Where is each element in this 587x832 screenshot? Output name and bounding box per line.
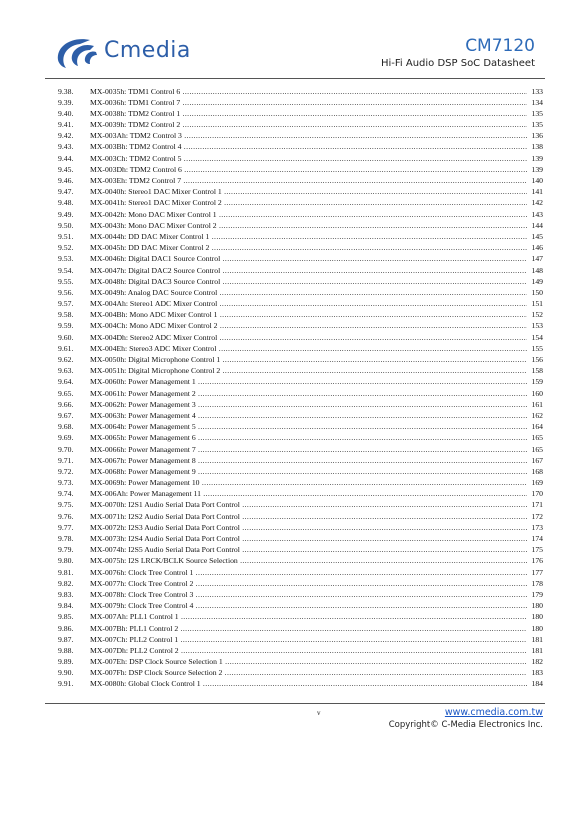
toc-entry-number: 9.41. [58, 120, 74, 130]
toc-entry-number: 9.55. [58, 276, 74, 286]
toc-entry-number: 9.87. [58, 634, 74, 644]
toc-entry-title: MX-0063h: Power Management 4 ..... [90, 410, 527, 421]
toc-entry[interactable] [58, 388, 545, 399]
toc-entry-number: 9.59. [58, 321, 74, 331]
toc-entry-page: 181 [531, 634, 543, 644]
toc-entry[interactable] [58, 432, 545, 443]
toc-entry-title: MX-0070h: I2S1 Audio Serial Data Port Control ..... [90, 499, 527, 510]
toc-entry-number: 9.62. [58, 355, 74, 364]
toc-entry[interactable] [58, 253, 545, 264]
toc-entry-page: 148 [531, 265, 543, 275]
toc-entry-title: MX-0064h: Power Management 5 ..... [90, 421, 527, 432]
toc-entry-page: 146 [531, 243, 543, 253]
header-divider [45, 78, 545, 79]
toc-entry[interactable] [58, 376, 545, 387]
toc-entry-title: MX-004Ch: Mono ADC Mixer Control 2 ..... [90, 320, 527, 331]
toc-entry-page: 172 [531, 511, 543, 521]
toc-entry[interactable] [58, 153, 545, 164]
toc-entry-number: 9.81. [58, 567, 74, 577]
toc-entry-number: 9.61. [58, 343, 74, 353]
toc-entry-number: 9.64. [58, 377, 74, 387]
toc-entry-title: MX-0068h: Power Management 9 ..... [90, 466, 527, 477]
toc-entry-number: 9.74. [58, 489, 74, 499]
toc-entry-page: 138 [531, 142, 543, 152]
toc-entry-page: 171 [531, 500, 543, 510]
toc-entry-page: 143 [531, 209, 543, 219]
toc-entry-number: 9.73. [58, 478, 74, 488]
toc-entry-page: 162 [531, 410, 543, 420]
toc-entry[interactable] [58, 197, 545, 208]
toc-entry-number: 9.75. [58, 500, 74, 510]
toc-entry[interactable] [58, 555, 545, 566]
toc-entry-title: MX-0062h: Power Management 3 ..... [90, 399, 527, 410]
toc-entry-page: 155 [531, 343, 543, 353]
toc-entry-title: MX-0046h: Digital DAC1 Source Control ..... [90, 253, 527, 264]
toc-entry-number: 9.52. [58, 243, 74, 253]
toc-entry-page: 135 [531, 108, 543, 118]
toc-entry-title: MX-0073h: I2S4 Audio Serial Data Port Control ..... [90, 533, 527, 544]
toc-entry[interactable] [58, 186, 545, 197]
toc-entry-number: 9.51. [58, 231, 74, 241]
toc-entry[interactable] [58, 365, 545, 376]
toc-entry-title: MX-0078h: Clock Tree Control 3 ..... [90, 589, 527, 600]
toc-entry[interactable] [58, 108, 545, 119]
toc-entry-title: MX-0061h: Power Management 2 ..... [90, 388, 527, 399]
toc-entry-page: 184 [531, 679, 543, 689]
toc-entry-page: 158 [531, 366, 543, 376]
toc-entry-page: 180 [531, 601, 543, 611]
toc-entry[interactable] [58, 477, 545, 488]
toc-entry-title: MX-004Dh: Stereo2 ADC Mixer Control ..... [90, 332, 527, 343]
toc-entry[interactable] [58, 466, 545, 477]
toc-entry-page: 156 [531, 355, 543, 364]
toc-entry-number: 9.76. [58, 511, 74, 521]
toc-entry-number: 9.82. [58, 578, 74, 588]
toc-entry-page: 169 [531, 478, 543, 488]
toc-entry[interactable] [58, 578, 545, 589]
toc-entry-number: 9.67. [58, 410, 74, 420]
toc-entry-page: 168 [531, 466, 543, 476]
toc-entry-title: MX-0043h: Mono DAC Mixer Control 2 ..... [90, 220, 527, 231]
toc-entry-title: MX-0080h: Global Clock Control 1 ..... [90, 678, 527, 689]
toc-entry-title: MX-0076h: Clock Tree Control 1 ..... [90, 567, 527, 578]
toc-entry-number: 9.43. [58, 142, 74, 152]
toc-entry-page: 183 [531, 668, 543, 678]
toc-entry-title: MX-0050h: Digital Microphone Control 1 ..... [90, 354, 527, 365]
document-subtitle: Hi-Fi Audio DSP SoC Datasheet [380, 58, 535, 69]
toc-entry-title: MX-0047h: Digital DAC2 Source Control ..... [90, 265, 527, 276]
toc-entry-page: 175 [531, 545, 543, 555]
toc-entry[interactable] [58, 667, 545, 678]
toc-entry[interactable] [58, 421, 545, 432]
toc-entry[interactable] [58, 678, 545, 689]
toc-entry-number: 9.63. [58, 366, 74, 376]
toc-entry-title: MX-0065h: Power Management 6 ..... [90, 432, 527, 443]
toc-entry-title: MX-003Eh: TDM2 Control 7 ..... [90, 175, 527, 186]
toc-entry-title: MX-0051h: Digital Microphone Control 2 ..... [90, 365, 527, 376]
toc-entry-page: 180 [531, 612, 543, 622]
toc-entry-page: 147 [531, 254, 543, 264]
toc-entry-title: MX-003Bh: TDM2 Control 4 ..... [90, 141, 527, 152]
toc-entry-page: 180 [531, 623, 543, 633]
toc-entry-page: 164 [531, 422, 543, 432]
toc-entry-number: 9.89. [58, 657, 74, 667]
toc-entry[interactable] [58, 309, 545, 320]
toc-entry-number: 9.44. [58, 153, 74, 163]
toc-entry-page: 167 [531, 455, 543, 465]
document-title: CM7120 [465, 36, 535, 56]
toc-entry-title: MX-0039h: TDM2 Control 2 ..... [90, 119, 527, 130]
footer-divider [45, 703, 545, 704]
toc-entry-page: 135 [531, 120, 543, 130]
toc-entry-number: 9.40. [58, 108, 74, 118]
toc-entry-page: 178 [531, 578, 543, 588]
toc-entry-page: 177 [531, 567, 543, 577]
toc-entry-page: 140 [531, 176, 543, 185]
toc-entry[interactable] [58, 130, 545, 141]
toc-entry-title: MX-0040h: Stereo1 DAC Mixer Control 1 ..... [90, 186, 527, 197]
toc-entry-title: MX-0077h: Clock Tree Control 2 ..... [90, 578, 527, 589]
toc-entry-title: MX-0048h: Digital DAC3 Source Control ..... [90, 276, 527, 287]
toc-entry[interactable] [58, 86, 545, 97]
toc-entry[interactable] [58, 231, 545, 242]
toc-entry-number: 9.65. [58, 388, 74, 398]
toc-entry-title: MX-0045h: DD DAC Mixer Control 2 ..... [90, 242, 527, 253]
toc-entry[interactable] [58, 141, 545, 152]
toc-entry[interactable] [58, 410, 545, 421]
toc-entry-title: MX-0035h: TDM1 Control 6 ..... [90, 86, 527, 97]
toc-entry[interactable] [58, 343, 545, 354]
toc-entry-page: 133 [531, 86, 543, 96]
toc-entry-title: MX-003Ch: TDM2 Control 5 ..... [90, 153, 527, 164]
toc-entry-title: MX-007Fh: DSP Clock Source Selection 2 ..... [90, 667, 527, 678]
toc-entry-number: 9.70. [58, 444, 74, 454]
toc-entry-number: 9.38. [58, 86, 74, 96]
toc-entry-title: MX-0079h: Clock Tree Control 4 ..... [90, 600, 527, 611]
toc-entry-number: 9.83. [58, 589, 74, 599]
toc-entry-number: 9.46. [58, 176, 74, 185]
toc-entry-title: MX-0036h: TDM1 Control 7 ..... [90, 97, 527, 108]
toc-entry-page: 179 [531, 589, 543, 599]
toc-entry-number: 9.39. [58, 97, 74, 107]
toc-entry-number: 9.69. [58, 433, 74, 443]
toc-entry-title: MX-007Ah: PLL1 Control 1 ..... [90, 611, 527, 622]
toc-entry-title: MX-007Bh: PLL1 Control 2 ..... [90, 623, 527, 634]
toc-entry-page: 165 [531, 433, 543, 443]
toc-entry[interactable] [58, 320, 545, 331]
toc-entry-number: 9.79. [58, 545, 74, 555]
toc-entry-number: 9.47. [58, 187, 74, 197]
toc-entry-title: MX-0038h: TDM2 Control 1 ..... [90, 108, 527, 119]
toc-entry-page: 154 [531, 332, 543, 342]
toc-entry-page: 141 [531, 187, 543, 197]
toc-entry[interactable] [58, 242, 545, 253]
toc-entry-page: 170 [531, 489, 543, 499]
toc-entry-page: 144 [531, 220, 543, 230]
toc-entry[interactable] [58, 589, 545, 600]
toc-entry-title: MX-0042h: Mono DAC Mixer Control 1 ..... [90, 209, 527, 220]
toc-entry-number: 9.42. [58, 131, 74, 141]
toc-entry[interactable] [58, 623, 545, 634]
toc-entry-page: 176 [531, 556, 543, 566]
toc-entry-number: 9.49. [58, 209, 74, 219]
toc-entry-page: 153 [531, 321, 543, 331]
toc-entry-number: 9.84. [58, 601, 74, 611]
toc-entry-title: MX-0041h: Stereo1 DAC Mixer Control 2 ..... [90, 197, 527, 208]
toc-entry-number: 9.57. [58, 299, 74, 309]
toc-entry[interactable] [58, 298, 545, 309]
toc-entry-page: 145 [531, 231, 543, 241]
toc-entry-number: 9.53. [58, 254, 74, 264]
toc-entry[interactable] [58, 276, 545, 287]
toc-entry[interactable] [58, 634, 545, 645]
toc-entry[interactable] [58, 499, 545, 510]
toc-entry-title: MX-006Ah: Power Management 11 ..... [90, 488, 527, 499]
toc-entry-number: 9.71. [58, 455, 74, 465]
toc-entry-title: MX-007Dh: PLL2 Control 2 ..... [90, 645, 527, 656]
footer-page-number: v [317, 709, 321, 717]
toc-entry-number: 9.58. [58, 310, 74, 320]
toc-entry[interactable] [58, 287, 545, 298]
toc-entry-number: 9.68. [58, 422, 74, 432]
toc-entry-number: 9.54. [58, 265, 74, 275]
toc-entry-number: 9.50. [58, 220, 74, 230]
toc-entry-title: MX-0072h: I2S3 Audio Serial Data Port Control ..... [90, 522, 527, 533]
toc-entry-number: 9.72. [58, 466, 74, 476]
toc-entry[interactable] [58, 544, 545, 555]
toc-entry-title: MX-0075h: I2S LRCK/BCLK Source Selection ..... [90, 555, 527, 566]
footer-website-link[interactable]: www.cmedia.com.tw [444, 707, 543, 718]
toc-entry[interactable] [58, 119, 545, 130]
toc-entry-number: 9.48. [58, 198, 74, 208]
toc-entry-page: 150 [531, 287, 543, 297]
toc-entry-title: MX-003Ah: TDM2 Control 3 ..... [90, 130, 527, 141]
toc-entry[interactable] [58, 399, 545, 410]
toc-entry[interactable] [58, 522, 545, 533]
toc-entry[interactable] [58, 175, 545, 186]
toc-entry-number: 9.60. [58, 332, 74, 342]
toc-entry-number: 9.78. [58, 534, 74, 543]
toc-entry-number: 9.91. [58, 679, 74, 689]
logo-text: Cmedia [104, 38, 191, 63]
toc-entry-title: MX-0067h: Power Management 8 ..... [90, 455, 527, 466]
toc-entry-page: 149 [531, 276, 543, 286]
toc-entry[interactable] [58, 220, 545, 231]
toc-entry-number: 9.86. [58, 623, 74, 633]
toc-entry-page: 152 [531, 310, 543, 320]
toc-entry-title: MX-0060h: Power Management 1 ..... [90, 376, 527, 387]
toc-entry-page: 139 [531, 164, 543, 174]
toc-entry-title: MX-0049h: Analog DAC Source Control ..... [90, 287, 527, 298]
toc-entry-page: 181 [531, 645, 543, 655]
toc-entry[interactable] [58, 354, 545, 365]
toc-entry[interactable] [58, 488, 545, 499]
toc-entry-title: MX-0044h: DD DAC Mixer Control 1 ..... [90, 231, 527, 242]
toc-entry-page: 142 [531, 198, 543, 208]
toc-entry-page: 182 [531, 657, 543, 667]
toc-entry[interactable] [58, 209, 545, 220]
toc-entry-title: MX-007Eh: DSP Clock Source Selection 1 ..... [90, 656, 527, 667]
toc-entry-title: MX-004Ah: Stereo1 ADC Mixer Control ..... [90, 298, 527, 309]
toc-entry[interactable] [58, 533, 545, 544]
toc-entry-page: 139 [531, 153, 543, 163]
toc-entry[interactable] [58, 455, 545, 466]
toc-entry-title: MX-007Ch: PLL2 Control 1 ..... [90, 634, 527, 645]
toc-entry[interactable] [58, 600, 545, 611]
table-of-contents [58, 86, 545, 690]
toc-entry-title: MX-0069h: Power Management 10 ..... [90, 477, 527, 488]
toc-entry-number: 9.66. [58, 399, 74, 409]
toc-entry[interactable] [58, 656, 545, 667]
toc-entry[interactable] [58, 567, 545, 578]
toc-entry-page: 136 [531, 131, 543, 141]
toc-entry-number: 9.45. [58, 164, 74, 174]
toc-entry-page: 134 [531, 97, 543, 107]
toc-entry-number: 9.77. [58, 522, 74, 532]
toc-entry[interactable] [58, 444, 545, 455]
toc-entry-page: 159 [531, 377, 543, 387]
toc-entry-title: MX-003Dh: TDM2 Control 6 ..... [90, 164, 527, 175]
toc-entry-title: MX-0066h: Power Management 7 ..... [90, 444, 527, 455]
toc-entry[interactable] [58, 511, 545, 522]
toc-entry[interactable] [58, 164, 545, 175]
toc-entry[interactable] [58, 645, 545, 656]
toc-entry-number: 9.90. [58, 668, 74, 678]
footer-copyright: Copyright© C-Media Electronics Inc. [388, 720, 543, 730]
toc-entry-page: 165 [531, 444, 543, 454]
toc-entry-number: 9.85. [58, 612, 74, 622]
toc-entry-title: MX-0071h: I2S2 Audio Serial Data Port Control ..... [90, 511, 527, 522]
toc-entry-title: MX-004Bh: Mono ADC Mixer Control 1 ..... [90, 309, 527, 320]
toc-entry-page: 173 [531, 522, 543, 532]
toc-entry-page: 151 [531, 299, 543, 309]
toc-entry-number: 9.56. [58, 287, 74, 297]
toc-entry-title: MX-004Eh: Stereo3 ADC Mixer Control ..... [90, 343, 527, 354]
toc-entry-number: 9.88. [58, 645, 74, 655]
toc-entry-page: 160 [531, 388, 543, 398]
toc-entry-title: MX-0074h: I2S5 Audio Serial Data Port Control ..... [90, 544, 527, 555]
toc-entry[interactable] [58, 332, 545, 343]
toc-entry[interactable] [58, 265, 545, 276]
toc-entry-page: 161 [531, 399, 543, 409]
toc-entry-page: 174 [531, 534, 543, 543]
toc-entry-number: 9.80. [58, 556, 74, 566]
toc-entry[interactable] [58, 97, 545, 108]
toc-entry[interactable] [58, 611, 545, 622]
